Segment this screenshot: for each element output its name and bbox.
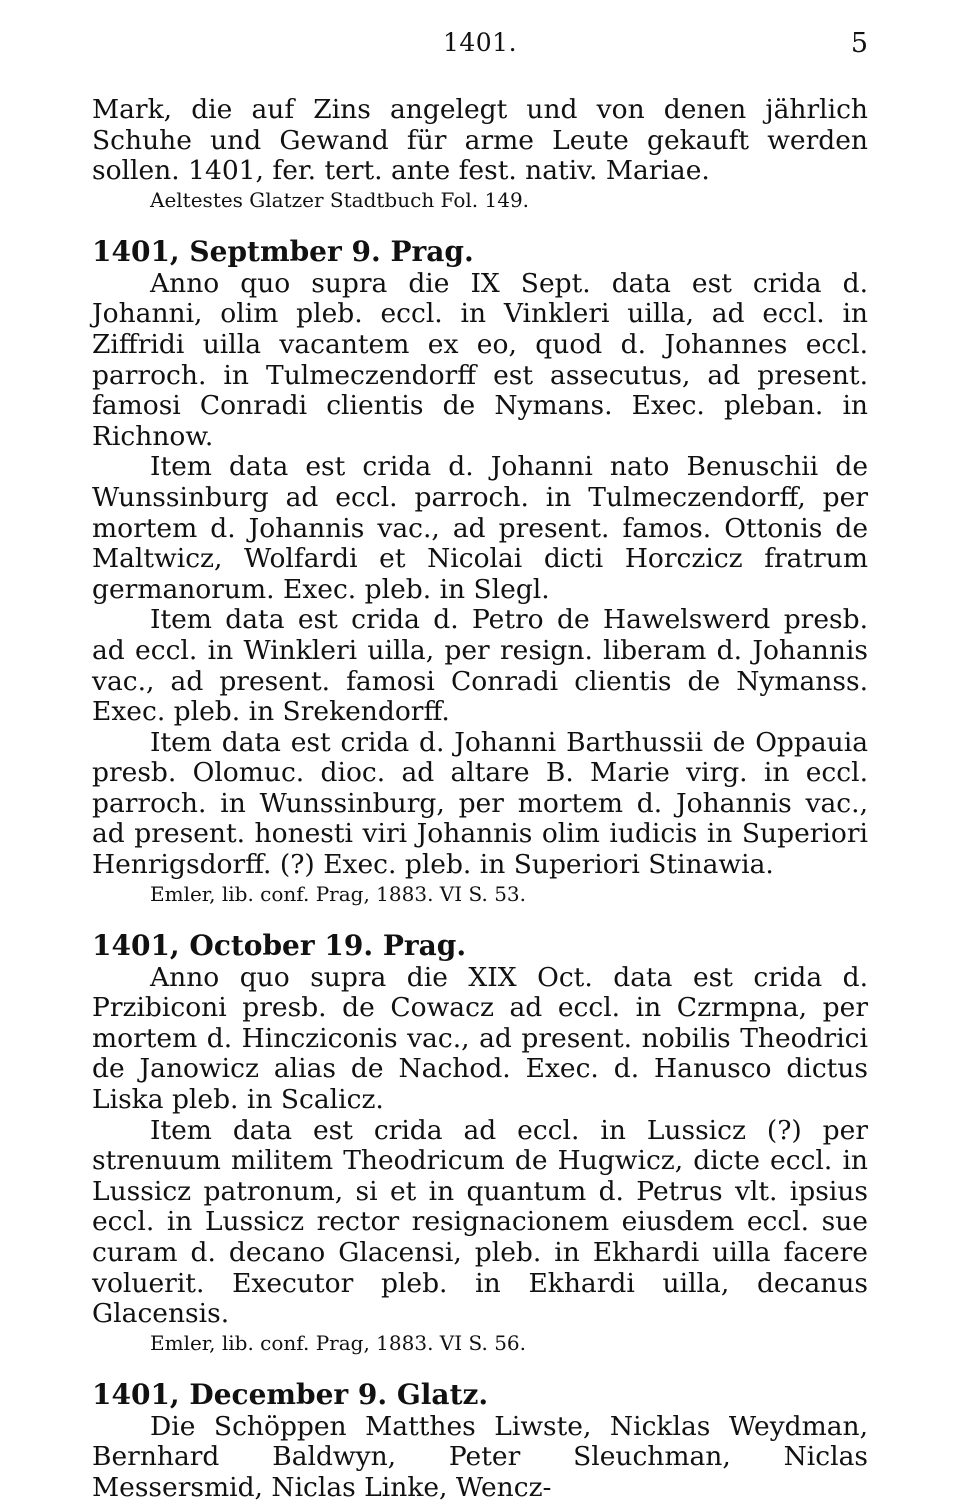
header-year: 1401. [442, 28, 518, 57]
entry-paragraph: Anno quo supra die XIX Oct. data est crida d. Przibiconi presb. de Cowacz ad eccl. in Czrmpna, per mortem d. Hincziconis vac., ad present. nobilis Theodrici de Janowicz alias de Nachod. Exec. d. Hanusco dictus Liska pleb. in Scalicz. [92, 961, 868, 1116]
entry-paragraph: Anno quo supra die IX Sept. data est crida d. Johanni, olim pleb. eccl. in Vinkleri uilla, ad eccl. in Ziffridi uilla vacantem ex eo, quod d. Johannes eccl. parroch. in Tulmeczendorff est assecutus, ad present. famosi Conradi clientis de Nymans. Exec. pleban. in Richnow. [92, 267, 868, 452]
entry-paragraph: Item data est crida d. Petro de Hawelswerd presb. ad eccl. in Winkleri uilla, per resign. liberam d. Johannis vac., ad present. famosi Conradi clientis de Nymanss. Exec. pleb. in Srekendorff. [92, 604, 868, 728]
running-header [92, 28, 868, 68]
intro-paragraph: Mark, die auf Zins angelegt und von denen jährlich Schuhe und Gewand für arme Leute gekauft werden sollen. 1401, fer. tert. ante fest. nativ. Mariae. [92, 94, 868, 187]
entry-paragraph: Die Schöppen Matthes Liwste, Nicklas Weydman, Bernhard Baldwyn, Peter Sleuchman, Niclas Messersmid, Niclas Linke, Wencz- [92, 1410, 868, 1503]
entry-paragraph: Item data est crida d. Johanni nato Benuschii de Wunssinburg ad eccl. parroch. in Tulmeczendorff, per mortem d. Johannis vac., ad present. famos. Ottonis de Maltwicz, Wolfardi et Nicolai dicti Horczicz fratrum germanorum. Exec. pleb. in Slegl. [92, 451, 868, 605]
entry-paragraph: Item data est crida d. Johanni Barthussii de Oppauia presb. Olomuc. dioc. ad altare B. Marie virg. in eccl. parroch. in Wunssinburg, per mortem d. Johannis vac., ad present. honesti viri Johannis olim iudicis in Superiori Henrigsdorff. (?) Exec. pleb. in Superiori Stinawia. [92, 726, 868, 881]
entry-source: Emler, lib. conf. Prag, 1883. VI S. 53. [150, 881, 526, 906]
page-body [92, 95, 868, 1504]
entry-heading: 1401, December 9. Glatz. [92, 1377, 489, 1411]
entry-source: Emler, lib. conf. Prag, 1883. VI S. 56. [150, 1330, 526, 1355]
page-number: 5 [850, 28, 868, 59]
entry-heading: 1401, Septmber 9. Prag. [92, 234, 474, 268]
intro-source: Aeltestes Glatzer Stadtbuch Fol. 149. [150, 187, 530, 212]
entry-heading: 1401, October 19. Prag. [92, 928, 467, 962]
entry-paragraph: Item data est crida ad eccl. in Lussicz (?) per strenuum militem Theodricum de Hugwicz, dicte eccl. in Lussicz patronum, si et in quantum d. Petrus vlt. ipsius eccl. in Lussicz rector resignacionem eiusdem eccl. sue curam d. decano Glacensi, pleb. in Ekhardi uilla facere voluerit. Executor pleb. in Ekhardi uilla, decanus Glacensis. [92, 1114, 868, 1330]
